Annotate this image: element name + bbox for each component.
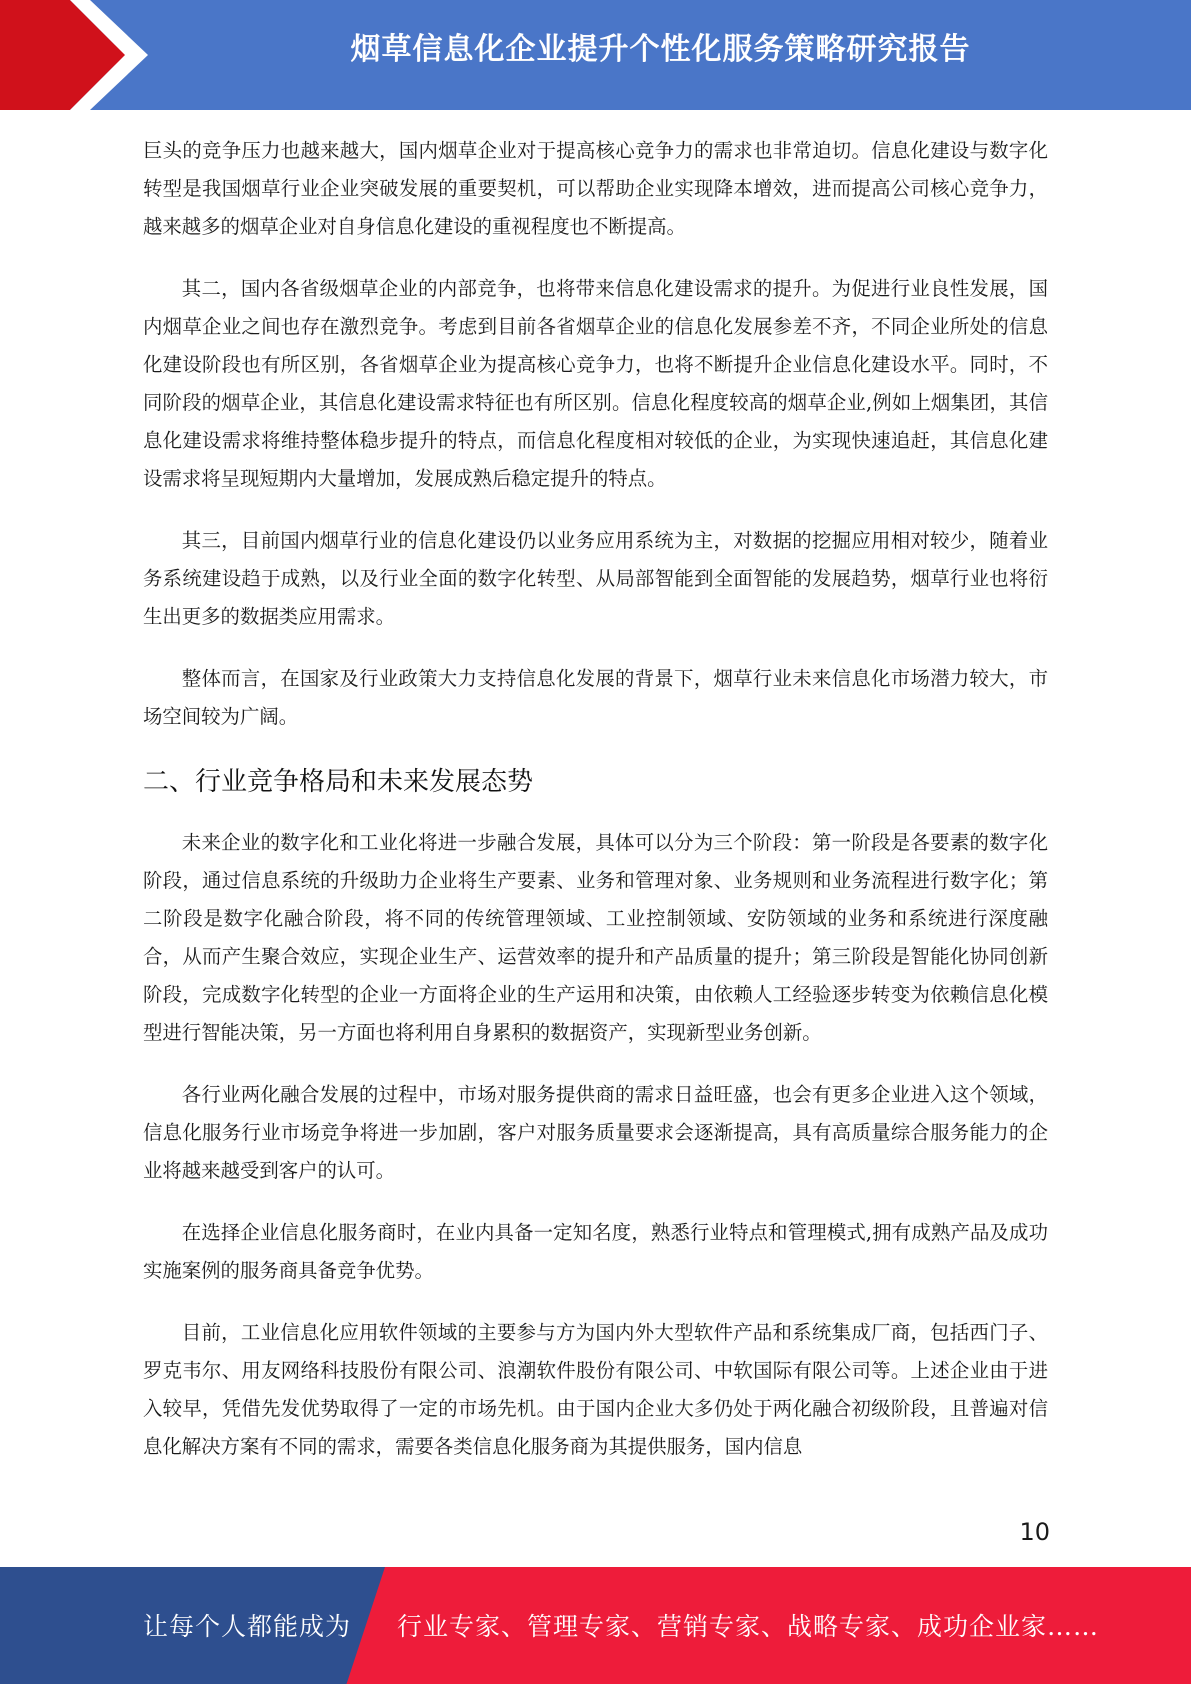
paragraph: 其二，国内各省级烟草企业的内部竞争，也将带来信息化建设需求的提升。为促进行业良性发展，国内烟草企业之间也存在激烈竞争。考虑到目前各省烟草企业的信息化发展参差不齐，不同企业所处的信息化建设阶段也有所区别，各省烟草企业为提高核心竞争力，也将不断提升企业信息化建设水平。同时，不同阶段的烟草企业，其信息化建设需求特征也有所区别。信息化程度较高的烟草企业,例如上烟集团，其信息化建设需求将维持整体稳步提升的特点，而信息化程度相对较低的企业，为实现快速追赶，其信息化建设需求将呈现短期内大量增加，发展成熟后稳定提升的特点。 xyxy=(143,277,1048,490)
section-heading: 二、行业竞争格局和未来发展态势 xyxy=(143,767,534,797)
paragraph: 巨头的竞争压力也越来越大，国内烟草企业对于提高核心竞争力的需求也非常迫切。信息化建设与数字化转型是我国烟草行业企业突破发展的重要契机，可以帮助企业实现降本增效，进而提高公司核心竞争力，越来越多的烟草企业对自身信息化建设的重视程度也不断提高。 xyxy=(143,139,1048,238)
paragraph: 在选择企业信息化服务商时，在业内具备一定知名度，熟悉行业特点和管理模式,拥有成熟产品及成功实施案例的服务商具备竞争优势。 xyxy=(143,1221,1048,1282)
page-footer xyxy=(0,1567,1191,1684)
paragraph: 目前，工业信息化应用软件领域的主要参与方为国内外大型软件产品和系统集成厂商，包括西门子、罗克韦尔、用友网络科技股份有限公司、浪潮软件股份有限公司、中软国际有限公司等。上述企业由于进入较早，凭借先发优势取得了一定的市场先机。由于国内企业大多仍处于两化融合初级阶段，且普遍对信息化解决方案有不同的需求，需要各类信息化服务商为其提供服务，国内信息 xyxy=(143,1321,1048,1458)
document-title: 烟草信息化企业提升个性化服务策略研究报告 xyxy=(350,32,971,67)
page-header xyxy=(0,0,1191,110)
paragraph: 未来企业的数字化和工业化将进一步融合发展，具体可以分为三个阶段：第一阶段是各要素的数字化阶段，通过信息系统的升级助力企业将生产要素、业务和管理对象、业务规则和业务流程进行数字化；第二阶段是数字化融合阶段，将不同的传统管理领域、工业控制领域、安防领域的业务和系统进行深度融合，从而产生聚合效应，实现企业生产、运营效率的提升和产品质量的提升；第三阶段是智能化协同创新阶段，完成数字化转型的企业一方面将企业的生产运用和决策，由依赖人工经验逐步转变为依赖信息化模型进行智能决策，另一方面也将利用自身累积的数据资产，实现新型业务创新。 xyxy=(143,831,1048,1044)
footer-slogan-left: 让每个人都能成为 xyxy=(143,1612,352,1641)
paragraph: 各行业两化融合发展的过程中，市场对服务提供商的需求日益旺盛，也会有更多企业进入这个领域，信息化服务行业市场竞争将进一步加剧，客户对服务质量要求会逐渐提高，具有高质量综合服务能力的企业将越来越受到客户的认可。 xyxy=(143,1083,1048,1182)
paragraph: 整体而言，在国家及行业政策大力支持信息化发展的背景下，烟草行业未来信息化市场潜力较大，市场空间较为广阔。 xyxy=(143,667,1048,728)
page-number: 10 xyxy=(1019,1518,1050,1546)
header-chevron-icon xyxy=(0,0,160,110)
paragraph: 其三，目前国内烟草行业的信息化建设仍以业务应用系统为主，对数据的挖掘应用相对较少，随着业务系统建设趋于成熟，以及行业全面的数字化转型、从局部智能到全面智能的发展趋势，烟草行业也将衍生出更多的数据类应用需求。 xyxy=(143,529,1048,628)
footer-slogan-right: 行业专家、管理专家、营销专家、战略专家、成功企业家…… xyxy=(397,1612,1100,1641)
main-content xyxy=(143,132,1048,1490)
